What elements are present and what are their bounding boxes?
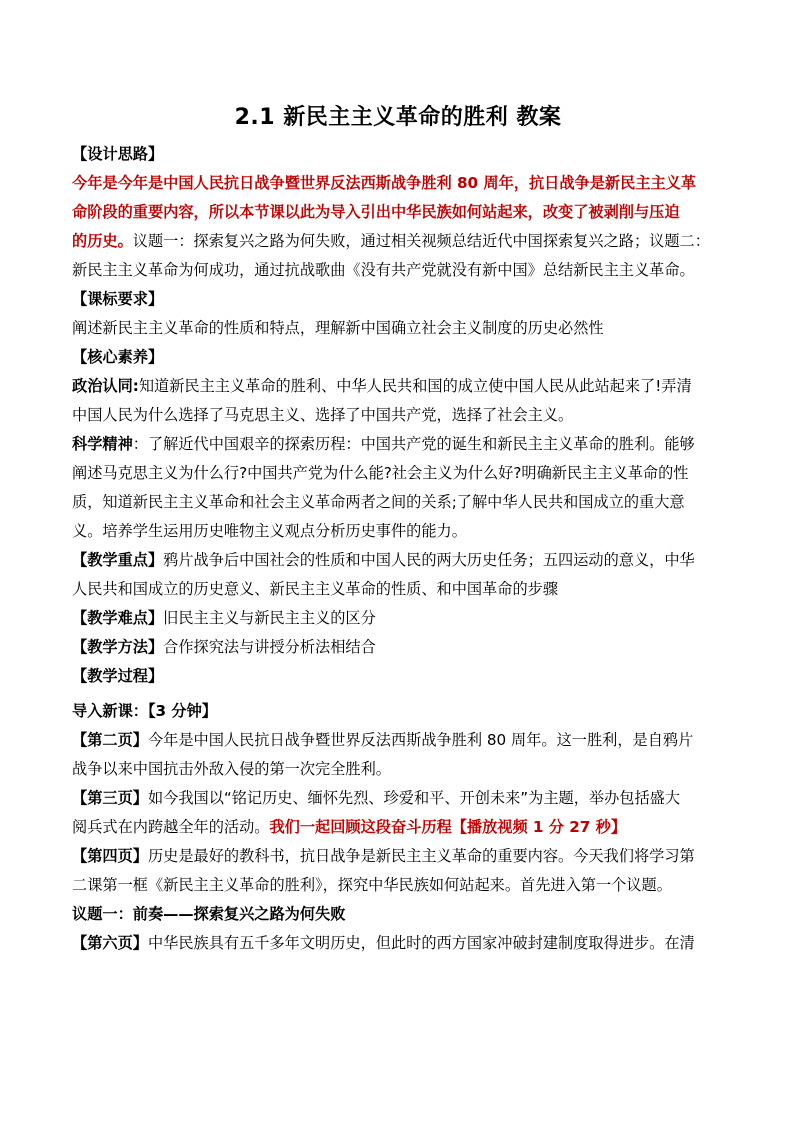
- document-title: 2.1 新民主主义革命的胜利 教案: [234, 105, 562, 130]
- page6-line-1: [72, 929, 724, 958]
- design-line-2: 命阶段的重要内容，所以本节课以此为导入引出中华民族如何站起来，改变了被剥削与压迫: [72, 203, 680, 221]
- political-label: 政治认同:: [72, 377, 139, 395]
- page6-label: 【第六页】: [72, 934, 148, 952]
- page3-line-1: [72, 784, 724, 813]
- section-process-heading: 【教学过程】: [72, 667, 164, 685]
- focus-line-1: [72, 546, 724, 575]
- science-line-4: 义。培养学生运用历史唯物主义观点分析历史事件的能力。: [72, 522, 467, 540]
- difficulty-text: 旧民主主义与新民主主义的区分: [163, 609, 376, 627]
- design-line-3: [72, 227, 724, 256]
- science-line-1: [72, 430, 724, 459]
- section-literacy-heading: 【核心素养】: [72, 348, 164, 366]
- focus-text-1: 鸦片战争后中国社会的性质和中国人民的两大历史任务；五四运动的意义，中华: [163, 551, 695, 569]
- page4-line-2: 二课第一框《新民主主义革命的胜利》，探究中华民族如何站起来。首先进入第一个议题。: [72, 876, 672, 894]
- page2-label: 【第二页】: [72, 731, 148, 749]
- page6-text-1: 中华民族具有五千多年文明历史，但此时的西方国家冲破封建制度取得进步。在清: [147, 934, 695, 952]
- difficulty-label: 【教学难点】: [72, 609, 164, 627]
- page2-text-1: 今年是中国人民抗日战争暨世界反法西斯战争胜利 80 周年。这一胜利，是自鸦片: [147, 731, 694, 749]
- political-line-2: 中国人民为什么选择了马克思主义、选择了中国共产党，选择了社会主义。: [72, 406, 574, 424]
- method-label: 【教学方法】: [72, 638, 164, 656]
- page2-line-2: 战争以来中国抗击外敌入侵的第一次完全胜利。: [72, 760, 391, 778]
- page3-text-2: 阅兵式在内跨越全年的活动。: [72, 818, 270, 836]
- page3-video-note: 我们一起回顾这段奋斗历程【播放视频 1 分 27 秒】: [269, 818, 627, 836]
- page2-line-1: [72, 726, 724, 755]
- design-line-4: 新民主主义革命为何成功，通过抗战歌曲《没有共产党就没有新中国》总结新民主主义革命。: [72, 261, 695, 279]
- difficulty-line: [72, 604, 724, 633]
- science-line-3: 质，知道新民主主义革命和社会主义革命两者之间的关系;了解中华人民共和国成立的重大意: [72, 493, 685, 511]
- design-line-3-text: 议题一：探索复兴之路为何失败，通过相关视频总结近代中国探索复兴之路；议题二：: [132, 232, 710, 250]
- page4-text-1: 历史是最好的教科书，抗日战争是新民主主义革命的重要内容。今天我们将学习第: [147, 847, 695, 865]
- science-line-2: 阐述马克思主义为什么行?中国共产党为什么能?社会主义为什么好?明确新民主主义革命的性: [72, 464, 689, 482]
- political-line-1: [72, 372, 724, 401]
- page4-label: 【第四页】: [72, 847, 148, 865]
- method-line: [72, 633, 724, 662]
- page3-text-1: 如今我国以“铭记历史、缅怀先烈、珍爱和平、开创未来”为主题，举办包括盛大: [147, 789, 681, 807]
- page3-label: 【第三页】: [72, 789, 148, 807]
- political-text-1: 知道新民主主义革命的胜利、中华人民共和国的成立使中国人民从此站起来了!弄清: [138, 377, 692, 395]
- focus-line-2: 人民共和国成立的历史意义、新民主主义革命的性质、和中国革命的步骤: [72, 580, 558, 598]
- focus-label: 【教学重点】: [72, 551, 164, 569]
- standard-line-1: 阐述新民主主义革命的性质和特点，理解新中国确立社会主义制度的历史必然性: [72, 319, 604, 337]
- design-line-3-red: 的历史。: [72, 232, 133, 250]
- topic1-heading: 议题一：前奏——探索复兴之路为何失败: [72, 905, 346, 923]
- section-design-heading: 【设计思路】: [72, 145, 164, 163]
- intro-heading: 导入新课：【3 分钟】: [72, 702, 217, 720]
- design-line-1: 今年是今年是中国人民抗日战争暨世界反法西斯战争胜利 80 周年，抗日战争是新民主主义革: [72, 174, 697, 192]
- science-label: 科学精神: [72, 435, 133, 453]
- page3-line-2: [72, 813, 724, 842]
- section-standard-heading: 【课标要求】: [72, 290, 164, 308]
- page4-line-1: [72, 842, 724, 871]
- science-text-1: ：了解近代中国艰辛的探索历程：中国共产党的诞生和新民主主义革命的胜利。能够: [132, 435, 695, 453]
- method-text: 合作探究法与讲授分析法相结合: [163, 638, 376, 656]
